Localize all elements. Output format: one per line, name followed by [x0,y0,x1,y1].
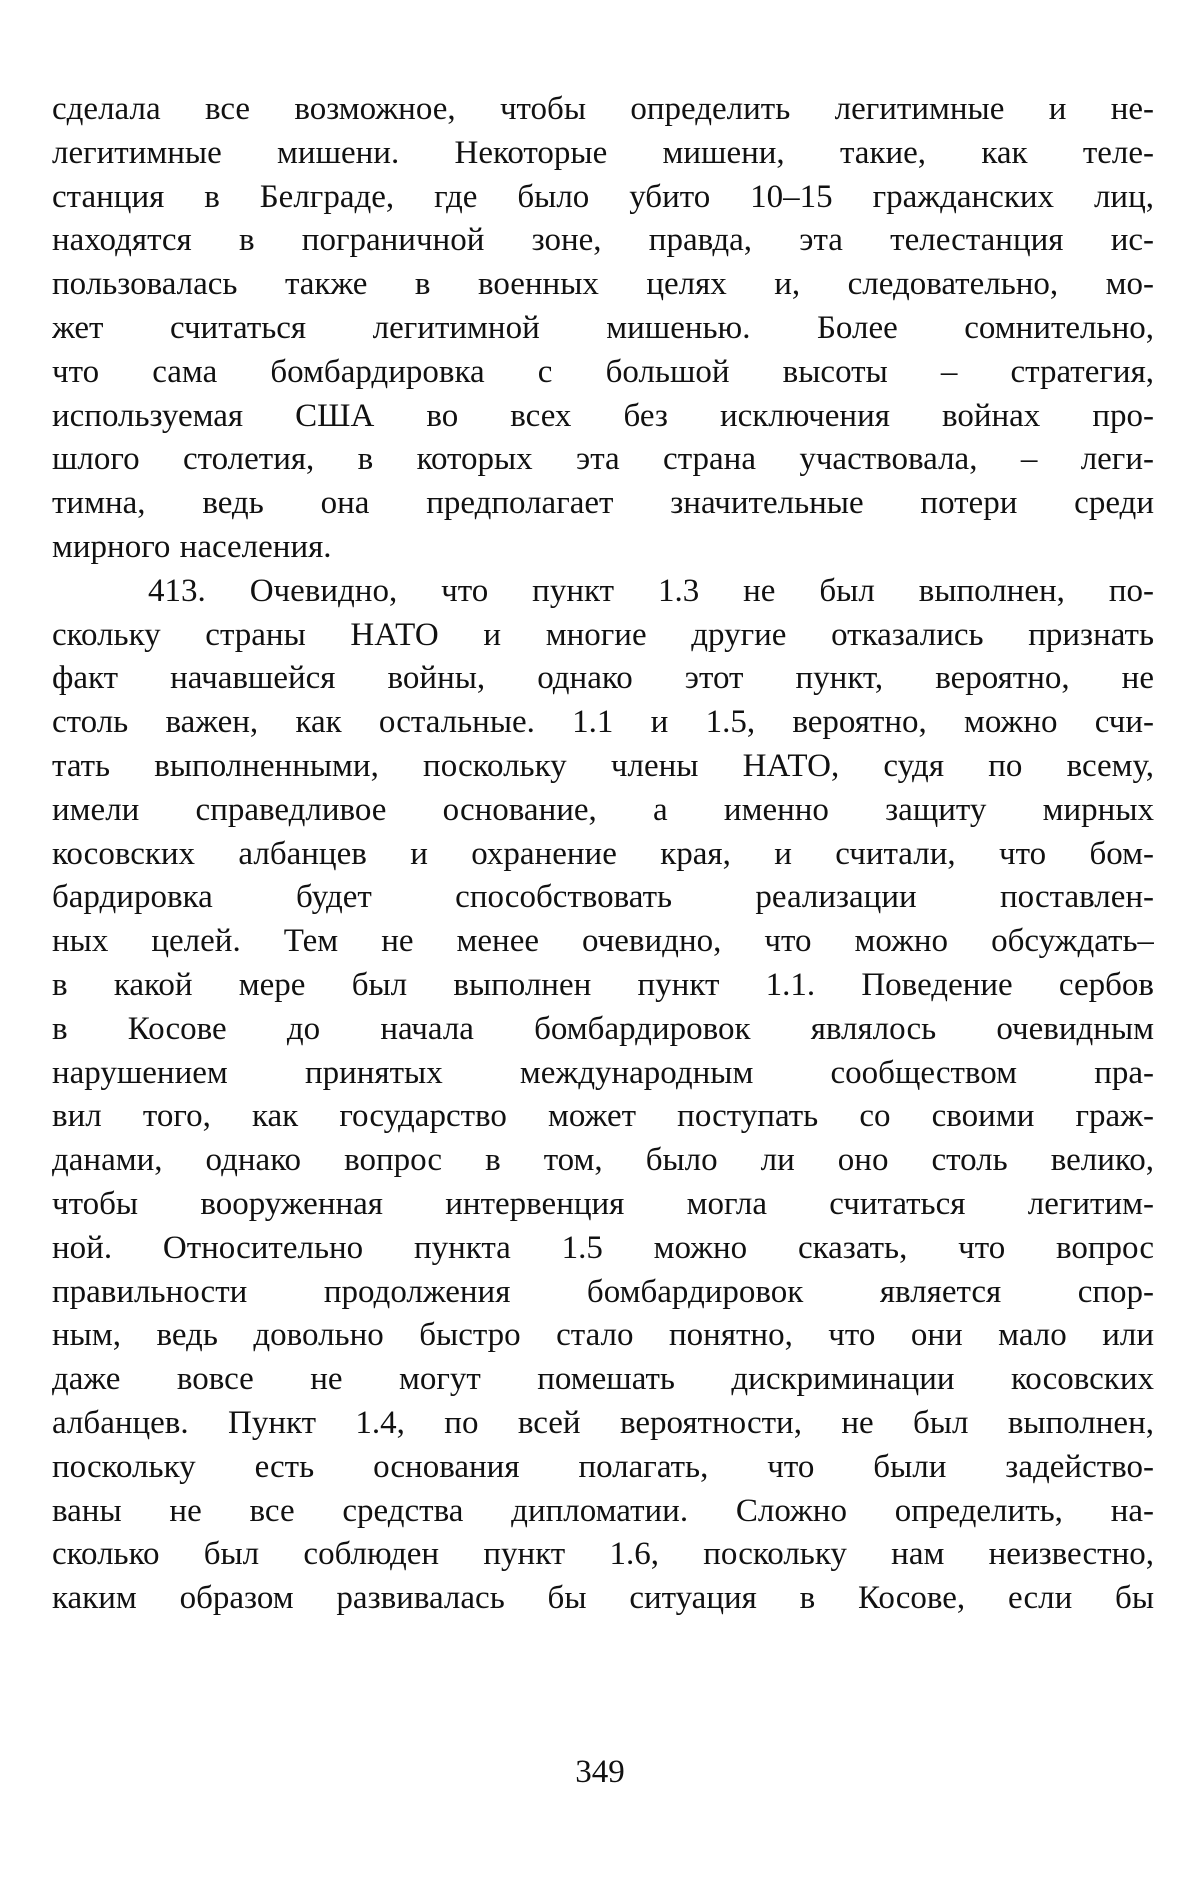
text-line-8: используемая США во всех без исключения войнах про- [52,397,1154,434]
text-line-10: тимна, ведь она предполагает значительные потери среди [52,485,1154,522]
text-line-24: вил того, как государство может поступать со своими граж- [52,1098,1154,1135]
text-line-33: ваны не все средства дипломатии. Сложно определить, на- [52,1492,1154,1529]
text-line-1: сделала все возможное, чтобы определить легитимные и не- [52,91,1154,127]
text-line-23: нарушением принятых международным сообществом пра- [52,1054,1154,1091]
text-line-30: даже вовсе не могут помешать дискриминации косовских [52,1361,1154,1398]
text-line-22: в Косове до начала бомбардировок являлось очевидным [52,1010,1154,1047]
text-line-15: столь важен, как остальные. 1.1 и 1.5, вероятно, можно счи- [52,704,1154,741]
text-line-25: данами, однако вопрос в том, было ли оно столь велико, [52,1142,1154,1179]
text-line-9: шлого столетия, в которых эта страна участвовала, – леги- [52,441,1154,478]
text-line-2: легитимные мишени. Некоторые мишени, такие, как теле- [52,134,1154,171]
text-line-11: мирного населения. [52,528,332,565]
text-line-19: бардировка будет способствовать реализации поставлен- [52,879,1154,916]
text-line-26: чтобы вооруженная интервенция могла считаться легитим- [52,1185,1154,1222]
text-line-28: правильности продолжения бомбардировок является спор- [52,1273,1154,1310]
text-line-31: албанцев. Пункт 1.4, по всей вероятности, не был выполнен, [52,1404,1154,1441]
text-line-3: станция в Белграде, где было убито 10–15 гражданских лиц, [52,178,1154,215]
text-line-35: каким образом развивалась бы ситуация в Косове, если бы [52,1580,1154,1617]
text-line-16: тать выполненными, поскольку члены НАТО, судя по всему, [52,747,1154,784]
text-line-4: находятся в пограничной зоне, правда, эта телестанция ис- [52,222,1154,259]
text-line-34: сколько был соблюден пункт 1.6, поскольку нам неизвестно, [52,1536,1154,1573]
text-line-27: ной. Относительно пункта 1.5 можно сказать, что вопрос [52,1229,1154,1266]
text-line-7: что сама бомбардировка с большой высоты – стратегия, [52,353,1154,390]
text-line-5: пользовалась также в военных целях и, следовательно, мо- [52,266,1154,303]
body-text [52,88,1154,1621]
text-line-29: ным, ведь довольно быстро стало понятно, что они мало или [52,1317,1154,1354]
text-line-13: скольку страны НАТО и многие другие отказались признать [52,616,1154,653]
text-line-21: в какой мере был выполнен пункт 1.1. Поведение сербов [52,966,1154,1003]
text-line-17: имели справедливое основание, а именно защиту мирных [52,791,1154,828]
text-line-12: 413. Очевидно, что пункт 1.3 не был выполнен, по- [148,572,1154,609]
text-line-6: жет считаться легитимной мишенью. Более сомнительно, [52,309,1154,346]
text-line-32: поскольку есть основания полагать, что были задейство- [52,1448,1154,1485]
text-line-20: ных целей. Тем не менее очевидно, что можно обсуждать– [52,923,1154,960]
text-line-14: факт начавшейся войны, однако этот пункт, вероятно, не [52,660,1154,697]
page-number: 349 [575,1754,625,1790]
text-line-18: косовских албанцев и охранение края, и считали, что бом- [52,835,1154,872]
